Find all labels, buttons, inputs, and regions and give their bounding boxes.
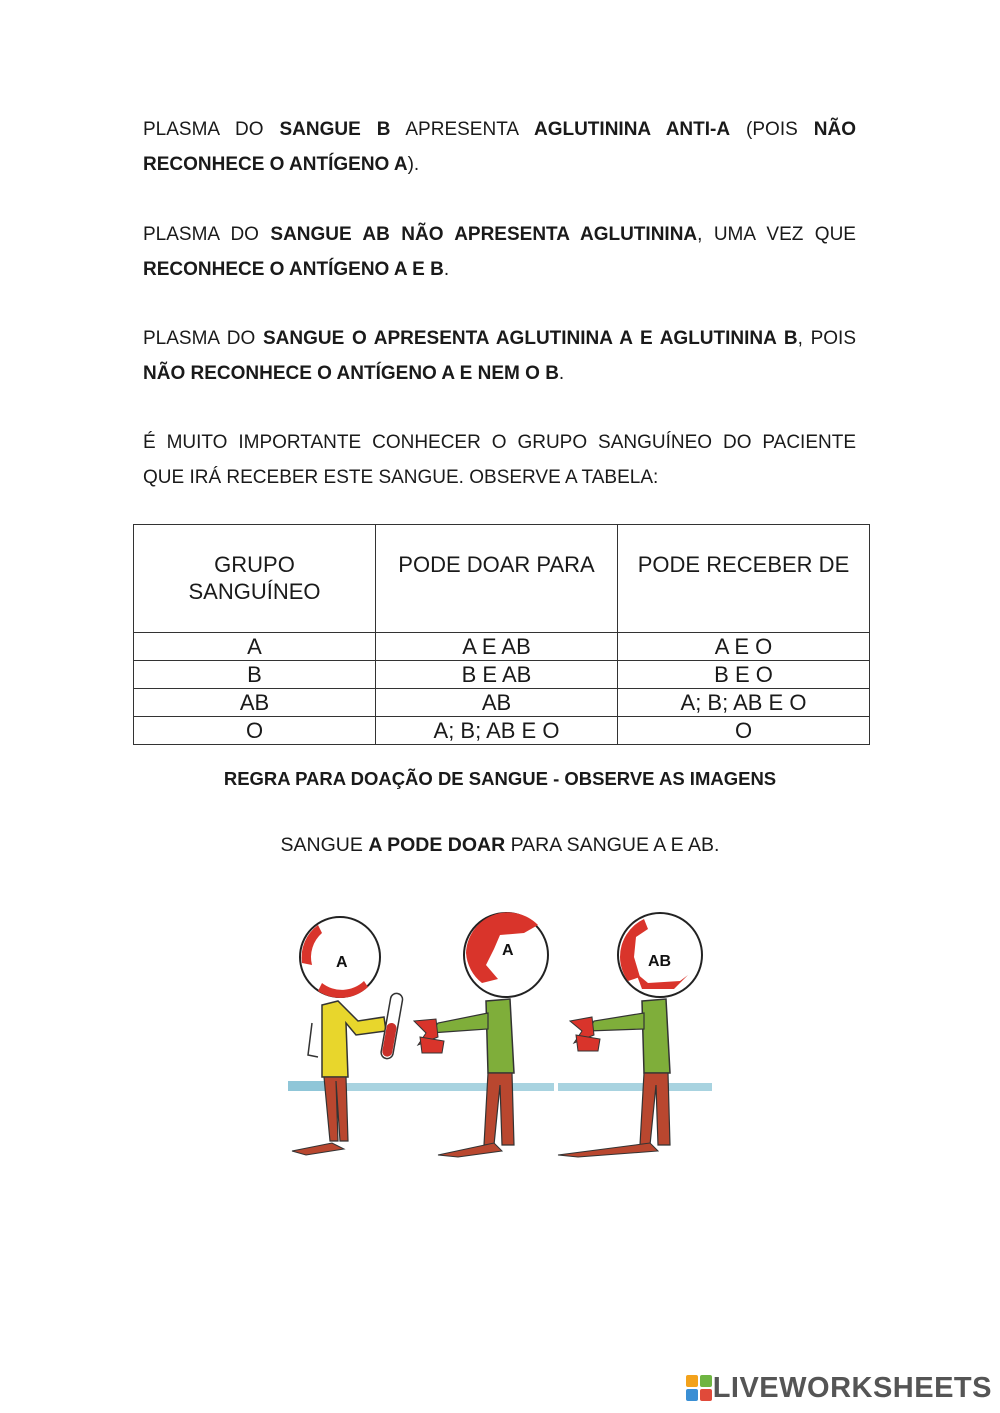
donation-rule-line	[0, 834, 1000, 857]
text-segment: , POIS	[797, 328, 856, 349]
paragraph-plasma-b	[143, 113, 856, 182]
text-segment: ).	[407, 153, 420, 175]
shirt	[642, 999, 670, 1073]
cell-donate: AB	[376, 689, 618, 717]
text-segment: É MUITO IMPORTANTE CONHECER O GRUPO SANGUÍNEO DO PACIENTE QUE IRÁ RECEBER ESTE SANGUE. OBSERVE A TABELA:	[143, 432, 856, 488]
pants	[640, 1073, 670, 1145]
text-segment: SANGUE	[280, 834, 369, 856]
bold-text: SANGUE O APRESENTA AGLUTININA A E AGLUTININA B	[262, 328, 798, 349]
shoe	[292, 1143, 344, 1155]
head-label: A	[502, 942, 514, 959]
donation-illustration	[288, 905, 718, 1165]
cell-donate: B E AB	[376, 661, 618, 689]
cell-receive: A E O	[618, 633, 870, 661]
bold-text: RECONHECE O ANTÍGENO A E B	[143, 258, 444, 280]
bold-text: SANGUE AB NÃO APRESENTA AGLUTININA	[270, 224, 698, 245]
receiver-figure-ab	[558, 913, 702, 1157]
shoe	[438, 1143, 502, 1157]
header-can-donate: PODE DOAR PARA	[376, 525, 618, 633]
paragraph-plasma-ab	[143, 218, 856, 287]
head-label: A	[336, 954, 348, 971]
cell-donate: A E AB	[376, 633, 618, 661]
bold-text: NÃO RECONHECE O ANTÍGENO A	[143, 119, 856, 175]
text-segment: PARA SANGUE A E AB.	[505, 834, 720, 856]
cell-group: O	[134, 717, 376, 745]
text-segment: .	[443, 258, 450, 280]
table-row	[134, 717, 870, 745]
text-segment: PLASMA DO	[143, 224, 271, 245]
header-blood-group: GRUPO SANGUÍNEO	[134, 525, 376, 633]
section-title: REGRA PARA DOAÇÃO DE SANGUE - OBSERVE AS IMAGENS	[223, 768, 777, 789]
cell-receive: O	[618, 717, 870, 745]
cell-donate: A; B; AB E O	[376, 717, 618, 745]
bold-text: AGLUTININA ANTI-A	[533, 119, 731, 140]
shirt	[322, 1001, 386, 1077]
text-segment: .	[558, 362, 565, 384]
hand	[576, 1035, 600, 1051]
cell-group: AB	[134, 689, 376, 717]
pants	[484, 1073, 514, 1145]
blood-group-table	[133, 524, 870, 745]
bold-text: SANGUE B	[279, 119, 391, 140]
ground-strip	[558, 1083, 712, 1091]
bold-text: NÃO RECONHECE O ANTÍGENO A E NEM O B	[143, 362, 559, 384]
shoe	[558, 1143, 658, 1157]
table-row	[134, 633, 870, 661]
arm	[588, 1013, 644, 1031]
paragraph-importance	[143, 426, 856, 495]
table-row	[134, 661, 870, 689]
shirt	[486, 999, 514, 1073]
hand	[420, 1037, 444, 1053]
arm	[308, 1023, 318, 1057]
bold-text: A PODE DOAR	[368, 834, 506, 856]
logo-text: LIVEWORKSHEETS	[712, 1371, 992, 1404]
cell-group: B	[134, 661, 376, 689]
text-segment: (POIS	[730, 119, 814, 140]
cell-group: A	[134, 633, 376, 661]
text-segment: PLASMA DO	[143, 328, 263, 349]
header-can-receive: PODE RECEBER DE	[618, 525, 870, 633]
logo-squares-icon	[685, 1374, 713, 1402]
text-segment: PLASMA DO	[143, 119, 280, 140]
text-segment: , UMA VEZ QUE	[697, 224, 856, 245]
receiver-figure-a	[414, 912, 548, 1157]
liveworksheets-logo	[685, 1371, 992, 1405]
ground-strip	[344, 1083, 554, 1091]
table-header-row	[134, 525, 870, 633]
donor-figure	[292, 917, 386, 1155]
head-label: AB	[648, 953, 672, 970]
cell-receive: A; B; AB E O	[618, 689, 870, 717]
table-row	[134, 689, 870, 717]
paragraph-plasma-o	[143, 322, 856, 391]
arm	[430, 1013, 488, 1033]
pants	[324, 1077, 348, 1141]
cell-receive: B E O	[618, 661, 870, 689]
text-segment: APRESENTA	[390, 119, 534, 140]
